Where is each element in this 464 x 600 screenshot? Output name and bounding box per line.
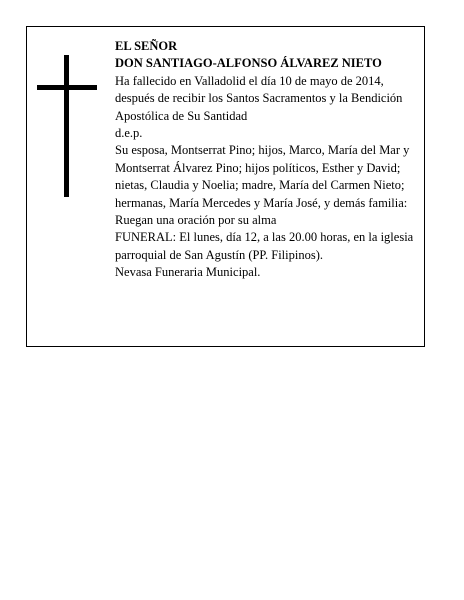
cross-vertical-bar xyxy=(64,55,69,197)
title-line-1: EL SEÑOR xyxy=(115,39,178,53)
funeral-home: Nevasa Funeraria Municipal. xyxy=(115,265,261,280)
cross-icon xyxy=(37,55,97,197)
family-list: Su esposa, Montserrat Pino; hijos, Marco, María del Mar y Montserrat Álvarez Pino; hijos políticos, Esther y David; nietas, Claudia y Noelia; madre, María del Carmen Nieto; hermanas, María Mercedes y María José, y demás familia: xyxy=(115,143,410,210)
cross-horizontal-bar xyxy=(37,85,97,90)
rip-abbreviation: d.e.p. xyxy=(115,126,143,141)
death-announcement: Ha fallecido en Valladolid el día 10 de mayo de 2014, después de recibir los Santos Sacramentos y la Bendición Apostólica de Su Santidad xyxy=(115,73,403,123)
obituary-text xyxy=(115,38,415,282)
deceased-name: DON SANTIAGO-ALFONSO ÁLVAREZ NIETO xyxy=(115,56,382,71)
prayer-request: Ruegan una oración por su alma xyxy=(115,213,277,228)
funeral-details: FUNERAL: El lunes, día 12, a las 20.00 horas, en la iglesia parroquial de San Agustín (PP. Filipinos). xyxy=(115,230,414,262)
